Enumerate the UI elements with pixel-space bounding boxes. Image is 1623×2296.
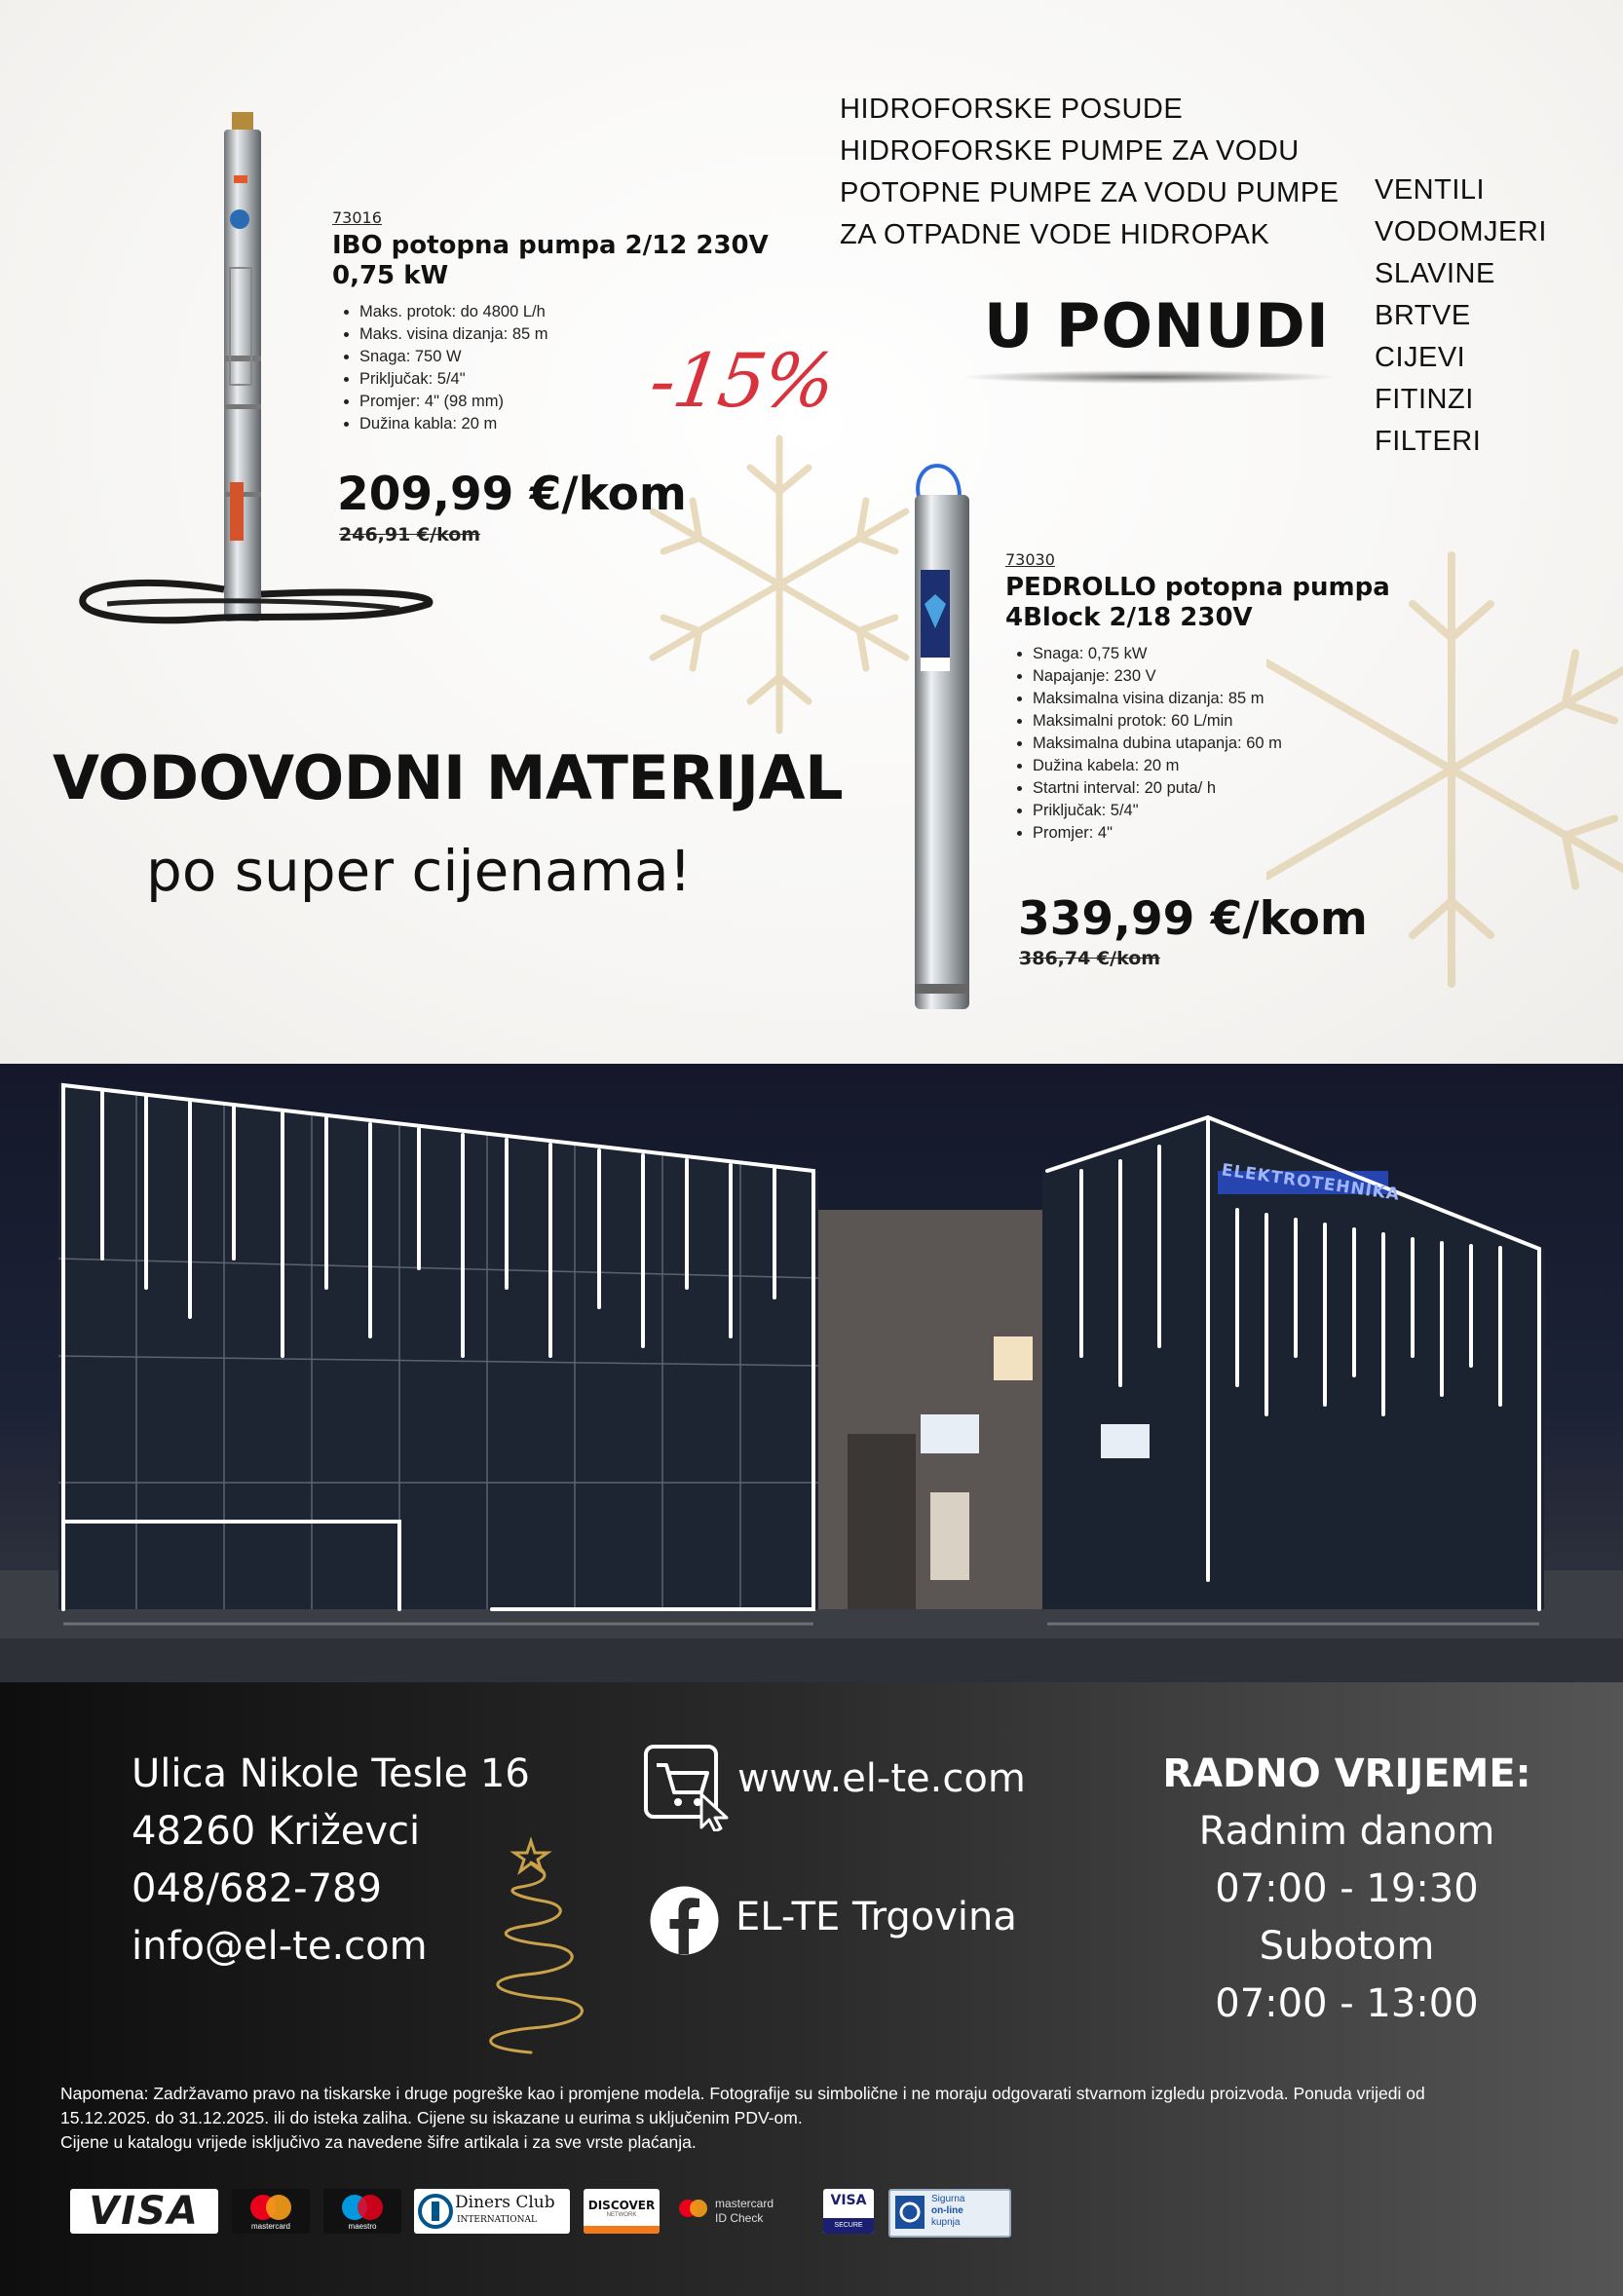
product-price: 209,99 €/kom [337,468,687,521]
diners-safe-icon [890,2191,929,2236]
category-item: HIDROFORSKE PUMPE ZA VODU [840,135,1300,167]
shopping-cart-icon [643,1744,736,1831]
page-subheadline: po super cijenama! [146,838,692,904]
spec-item: • Dužina kabla: 20 m [359,413,548,435]
spec-item: • Maksimalni protok: 60 L/min [1033,710,1282,733]
discover-subtext: NETWORK [606,2212,637,2218]
mastercard-text: mastercard [250,2222,290,2231]
maestro-text: maestro [348,2222,377,2231]
email-address[interactable]: info@el-te.com [132,1924,428,1969]
spec-item: • Napajanje: 230 V [1033,665,1282,688]
spec-item: • Snaga: 750 W [359,346,548,368]
offer-heading-shadow [960,370,1340,384]
category-item: HIDROFORSKE POSUDE [840,94,1184,125]
store-building-photo [0,1064,1623,1682]
diners-club-logo [414,2189,570,2234]
spec-item: • Priključak: 5/4" [1033,800,1282,822]
hours-saturday-time: 07:00 - 13:00 [1215,1981,1479,2026]
address-street: Ulica Nikole Tesle 16 [132,1751,530,1796]
category-item: VODOMJERI [1375,216,1547,247]
spec-item: • Priključak: 5/4" [359,368,548,391]
diners-subtext: INTERNATIONAL [457,2215,537,2225]
mastercard-logo [232,2189,310,2234]
visa-secure-subtext: SECURE [823,2218,874,2234]
phone-number[interactable]: 048/682-789 [132,1866,382,1911]
product-old-price: 246,91 €/kom [339,524,481,546]
safe-line: Sigurna [931,2194,965,2204]
product-title-line2: 4Block 2/18 230V [1005,603,1253,632]
safe-online-shopping-logo [888,2189,1011,2238]
building-sign: ELEKTROTEHNIKA [1220,1160,1402,1205]
product-specs-list [332,301,548,435]
category-item: BRTVE [1375,300,1471,331]
spec-item: • Startni interval: 20 puta/ h [1033,777,1282,800]
category-item: SLAVINE [1375,258,1495,289]
category-list-right [1375,169,1547,463]
hours-saturday-label: Subotom [1259,1924,1435,1969]
maestro-logo [323,2189,401,2234]
mastercard-id-check-logo [674,2189,807,2234]
category-item: FITINZI [1375,384,1474,415]
product-title [332,231,769,291]
category-list [840,89,1340,256]
visa-secure-text: VISA [830,2193,867,2208]
product-title [1005,573,1390,633]
discover-logo [584,2189,660,2234]
category-item: POTOPNE PUMPE ZA VODU PUMPE [840,177,1340,208]
diners-text: Diners Club [455,2193,555,2212]
product-code: 73016 [332,208,382,227]
safe-shopping-text [931,2194,964,2229]
page-headline: VODOVODNI MATERIJAL [53,742,844,813]
spec-item: • Dužina kabela: 20 m [1033,755,1282,777]
spec-item: • Maks. protok: do 4800 L/h [359,301,548,323]
visa-card-logo [70,2189,218,2234]
product-title-line1: IBO potopna pumpa 2/12 230V [332,231,769,260]
christmas-tree-icon [458,1833,604,2067]
product-old-price: 386,74 €/kom [1019,948,1161,969]
disclaimer-note [60,2082,1580,2155]
category-item: CIJEVI [1375,342,1466,373]
visa-text: VISA [89,2189,200,2234]
product-price: 339,99 €/kom [1018,892,1368,946]
mc-idcheck-subtext: ID Check [715,2211,764,2225]
disclaimer-line: Cijene u katalogu vrijede isključivo za navedene šifre artikala i za sve vrste plaćanja. [60,2132,697,2152]
product-title-line2: 0,75 kW [332,261,449,290]
category-item: ZA OTPADNE VODE HIDROPAK [840,219,1270,250]
safe-line: on-line [931,2205,963,2216]
spec-item: • Maksimalna visina dizanja: 85 m [1033,688,1282,710]
discover-text: DISCOVER [587,2199,656,2212]
facebook-icon[interactable] [648,1884,721,1957]
hours-title: RADNO VRIJEME: [1162,1751,1531,1796]
opening-hours [1120,1746,1573,2033]
promo-section [0,0,1623,1064]
discount-badge: -15% [644,337,839,424]
hours-weekday-time: 07:00 - 19:30 [1215,1866,1479,1911]
product-title-line1: PEDROLLO potopna pumpa [1005,573,1390,602]
discover-stripe [584,2226,660,2234]
spec-item: • Promjer: 4" (98 mm) [359,391,548,413]
spec-item: • Maksimalna dubina utapanja: 60 m [1033,733,1282,755]
mastercard-id-check-icon [674,2189,713,2234]
mc-idcheck-text: mastercard [715,2197,774,2210]
hours-weekday-label: Radnim danom [1198,1809,1495,1854]
pedrollo-pump-image [901,458,979,1013]
product-code: 73030 [1005,550,1055,569]
category-item: FILTERI [1375,426,1482,457]
spec-item: • Maks. visina dizanja: 85 m [359,323,548,346]
offer-heading: U PONUDI [984,290,1330,361]
disclaimer-line: Napomena: Zadržavamo pravo na tiskarske i druge pogreške kao i promjene modela. Fotografije su simbolične i ne moraju odgovarati stvarnom izgledu proizvoda. Ponuda vrijedi od [60,2084,1425,2103]
facebook-link[interactable]: EL-TE Trgovina [736,1895,1017,1939]
category-item: VENTILI [1375,174,1486,206]
building-illustration [0,1064,1623,1682]
disclaimer-line: 15.12.2025. do 31.12.2025. ili do isteka zaliha. Cijene su iskazane u eurima s uključenim PDV-om. [60,2108,803,2127]
address-city: 48260 Križevci [132,1809,421,1854]
visa-secure-logo [823,2189,874,2234]
spec-item: • Snaga: 0,75 kW [1033,643,1282,665]
spec-item: • Promjer: 4" [1033,822,1282,845]
diners-club-icon [414,2189,453,2234]
safe-line: kupnja [931,2217,961,2228]
website-link[interactable]: www.el-te.com [737,1756,1026,1801]
product-specs-list [1005,643,1282,845]
